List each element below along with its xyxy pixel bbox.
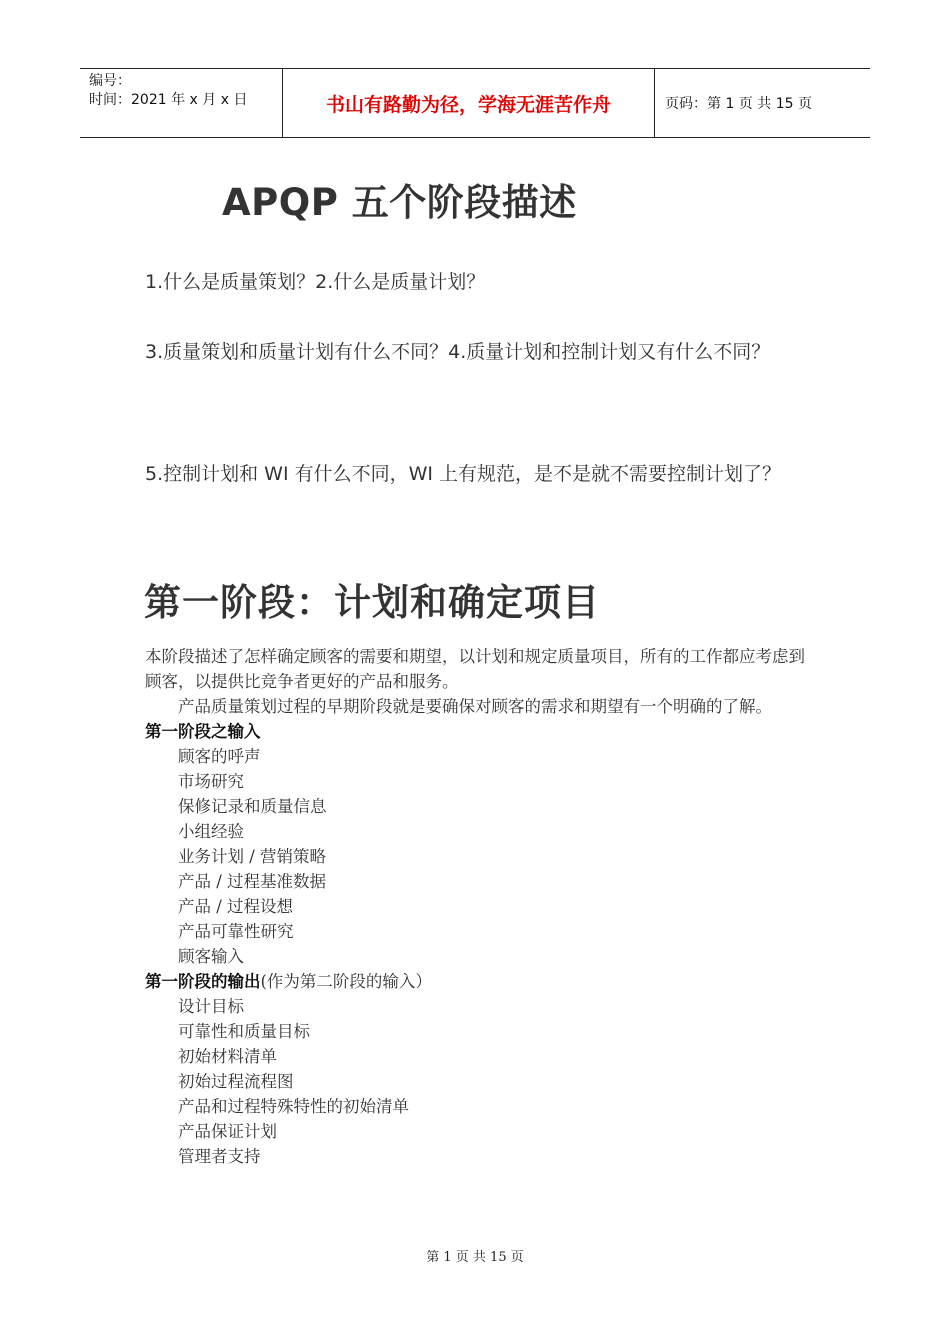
- section-title: 第一阶段：计划和确定项目: [144, 581, 600, 624]
- list-item: 管理者支持: [178, 1147, 261, 1166]
- document-date-label: 时间：2021 年 x 月 x 日: [89, 92, 248, 108]
- page-footer: 第 1 页 共 15 页: [426, 1250, 524, 1265]
- inputs-heading: 第一阶段之输入: [145, 722, 261, 741]
- intro-paragraph: 本阶段描述了怎样确定顾客的需要和期望，以计划和规定质量项目，所有的工作都应考虑到顾客，以提供比竞争者更好的产品和服务。: [145, 647, 805, 691]
- list-item: 顾客的呼声: [178, 747, 261, 766]
- outputs-note: (作为第二阶段的输入）: [260, 972, 432, 991]
- document-number-label: 编号：: [89, 73, 131, 89]
- list-item: 初始材料清单: [178, 1047, 277, 1066]
- list-item: 市场研究: [178, 772, 244, 791]
- question-line: 3.质量策划和质量计划有什么不同？4.质量计划和控制计划又有什么不同？: [145, 341, 771, 363]
- header-motto: 书山有路勤为径，学海无涯苦作舟: [282, 69, 655, 137]
- list-item: 产品可靠性研究: [178, 922, 294, 941]
- list-item: 小组经验: [178, 822, 244, 841]
- outputs-heading-line: [145, 969, 805, 994]
- document-title: APQP 五个阶段描述: [222, 181, 577, 224]
- list-item: 产品和过程特殊特性的初始清单: [178, 1097, 409, 1116]
- list-item: 产品 / 过程基准数据: [178, 872, 327, 891]
- list-item: 初始过程流程图: [178, 1072, 294, 1091]
- list-item: 可靠性和质量目标: [178, 1022, 310, 1041]
- list-item: 设计目标: [178, 997, 244, 1016]
- outputs-heading: 第一阶段的输出: [145, 972, 261, 991]
- question-line: 1.什么是质量策划？2.什么是质量计划？: [145, 271, 486, 293]
- page-header: [80, 68, 870, 138]
- inputs-list: [145, 744, 805, 969]
- question-line: 5.控制计划和 WI 有什么不同，WI 上有规范，是不是就不需要控制计划了？: [145, 463, 782, 485]
- section-body: [145, 644, 805, 1169]
- list-item: 业务计划 / 营销策略: [178, 847, 327, 866]
- outputs-list: [145, 994, 805, 1169]
- header-page-count: 页码：第 1 页 共 15 页: [665, 96, 812, 112]
- header-info-cell: [80, 69, 282, 137]
- list-item: 保修记录和质量信息: [178, 797, 327, 816]
- intro-paragraph: 产品质量策划过程的早期阶段就是要确保对顾客的需求和期望有一个明确的了解。: [178, 697, 772, 716]
- list-item: 产品保证计划: [178, 1122, 277, 1141]
- list-item: 顾客输入: [178, 947, 244, 966]
- list-item: 产品 / 过程设想: [178, 897, 294, 916]
